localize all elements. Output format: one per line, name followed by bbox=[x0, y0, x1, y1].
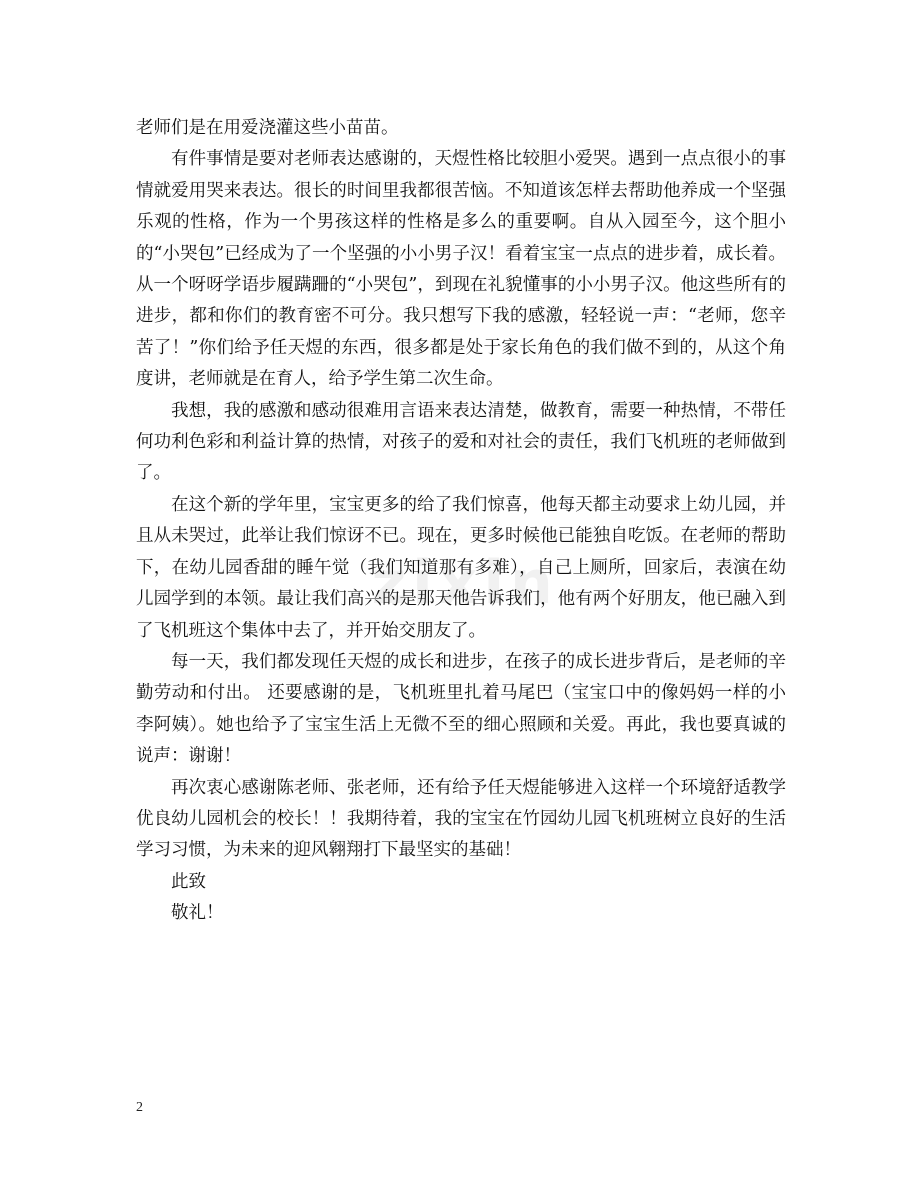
paragraph-4: 在这个新的学年里，宝宝更多的给了我们惊喜，他每天都主动要求上幼儿园，并且从未哭过，此举让我们惊讶不已。现在，更多时候他已能独自吃饭。在老师的帮助下，在幼儿园香甜的睡午觉（我们知道那有多难），自己上厕所，回家后，表演在幼儿园学到的本领。最让我们高兴的是那天他告诉我们，他有两个好朋友，他已融入到了飞机班这个集体中去了，并开始交朋友了。 bbox=[136, 494, 786, 641]
paragraph-2: 有件事情是要对老师表达感谢的，天煜性格比较胆小爱哭。遇到一点点很小的事情就爱用哭来表达。很长的时间里我都很苦恼。不知道该怎样去帮助他养成一个坚强乐观的性格，作为一个男孩这样的性格是多么的重要啊。自从入园至今，这个胆小的“小哭包”已经成为了一个坚强的小小男子汉！看着宝宝一点点的进步着，成长着。从一个呀呀学语步履蹒跚的“小哭包”，到现在礼貌懂事的小小男子汉。他这些所有的进步，都和你们的教育密不可分。我只想写下我的感激，轻轻说一声：“老师，您辛苦了！”你们给予任天煜的东西，很多都是处于家长角色的我们做不到的，从这个角度讲，老师就是在育人，给予学生第二次生命。 bbox=[136, 149, 786, 390]
paragraph-3: 我想，我的感激和感动很难用言语来表达清楚，做教育，需要一种热情，不带任何功利色彩和利益计算的热情，对孩子的爱和对社会的责任，我们飞机班的老师做到了。 bbox=[136, 400, 786, 484]
letter-body bbox=[136, 113, 786, 930]
paragraph-5: 每一天，我们都发现任天煜的成长和进步，在孩子的成长进步背后，是老师的辛勤劳动和付出。 还要感谢的是，飞机班里扎着马尾巴（宝宝口中的像妈妈一样的小李阿姨）。她也给予了宝宝生活上无微不至的细心照顾和关爱。再此，我也要真诚的说声：谢谢！ bbox=[136, 651, 786, 767]
paragraph-1: 老师们是在用爱浇灌这些小苗苗。 bbox=[136, 118, 399, 138]
watermark: zixin bbox=[371, 548, 559, 618]
paragraph-6: 再次衷心感谢陈老师、张老师，还有给予任天煜能够进入这样一个环境舒适教学优良幼儿园机会的校长！！我期待着，我的宝宝在竹园幼儿园飞机班树立良好的生活学习习惯，为未来的迎风翱翔打下最坚实的基础！ bbox=[136, 777, 786, 861]
page-number: 2 bbox=[136, 1100, 143, 1115]
closing-salutation: 此致 bbox=[171, 871, 206, 892]
closing-regards: 敬礼！ bbox=[171, 903, 224, 924]
